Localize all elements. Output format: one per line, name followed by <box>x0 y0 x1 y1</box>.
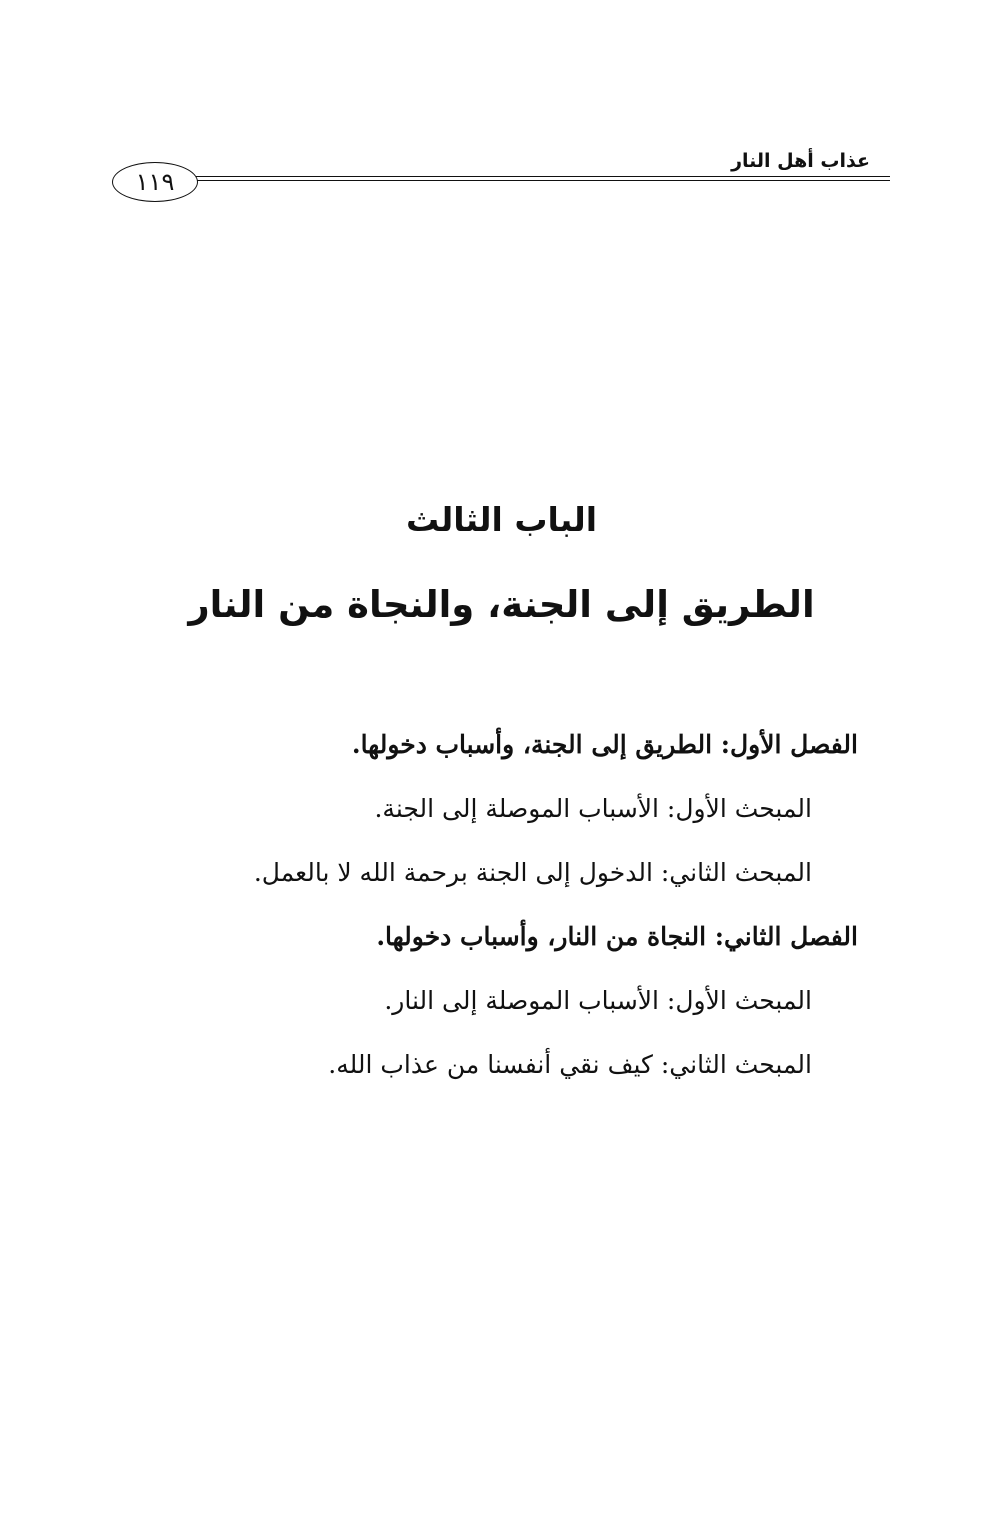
toc-section-1-1: المبحث الأول: الأسباب الموصلة إلى الجنة. <box>374 794 812 823</box>
toc-section-2-2: المبحث الثاني: كيف نقي أنفسنا من عذاب الله. <box>328 1050 812 1079</box>
header-rule <box>194 176 890 181</box>
chapter-subtitle: الطريق إلى الجنة، والنجاة من النار <box>188 583 815 626</box>
toc-section-2-1: المبحث الأول: الأسباب الموصلة إلى النار. <box>384 986 812 1015</box>
toc-section-1-2: المبحث الثاني: الدخول إلى الجنة برحمة الله لا بالعمل. <box>253 858 812 887</box>
running-title: عذاب أهل النار <box>731 150 870 172</box>
toc-chapter-1: الفصل الأول: الطريق إلى الجنة، وأسباب دخولها. <box>351 730 858 759</box>
chapter-name: الباب الثالث <box>405 500 598 539</box>
page-header <box>112 148 890 208</box>
page-number: ١١٩ <box>112 162 198 202</box>
table-of-contents <box>158 720 858 1104</box>
toc-chapter-2: الفصل الثاني: النجاة من النار، وأسباب دخولها. <box>376 922 858 951</box>
